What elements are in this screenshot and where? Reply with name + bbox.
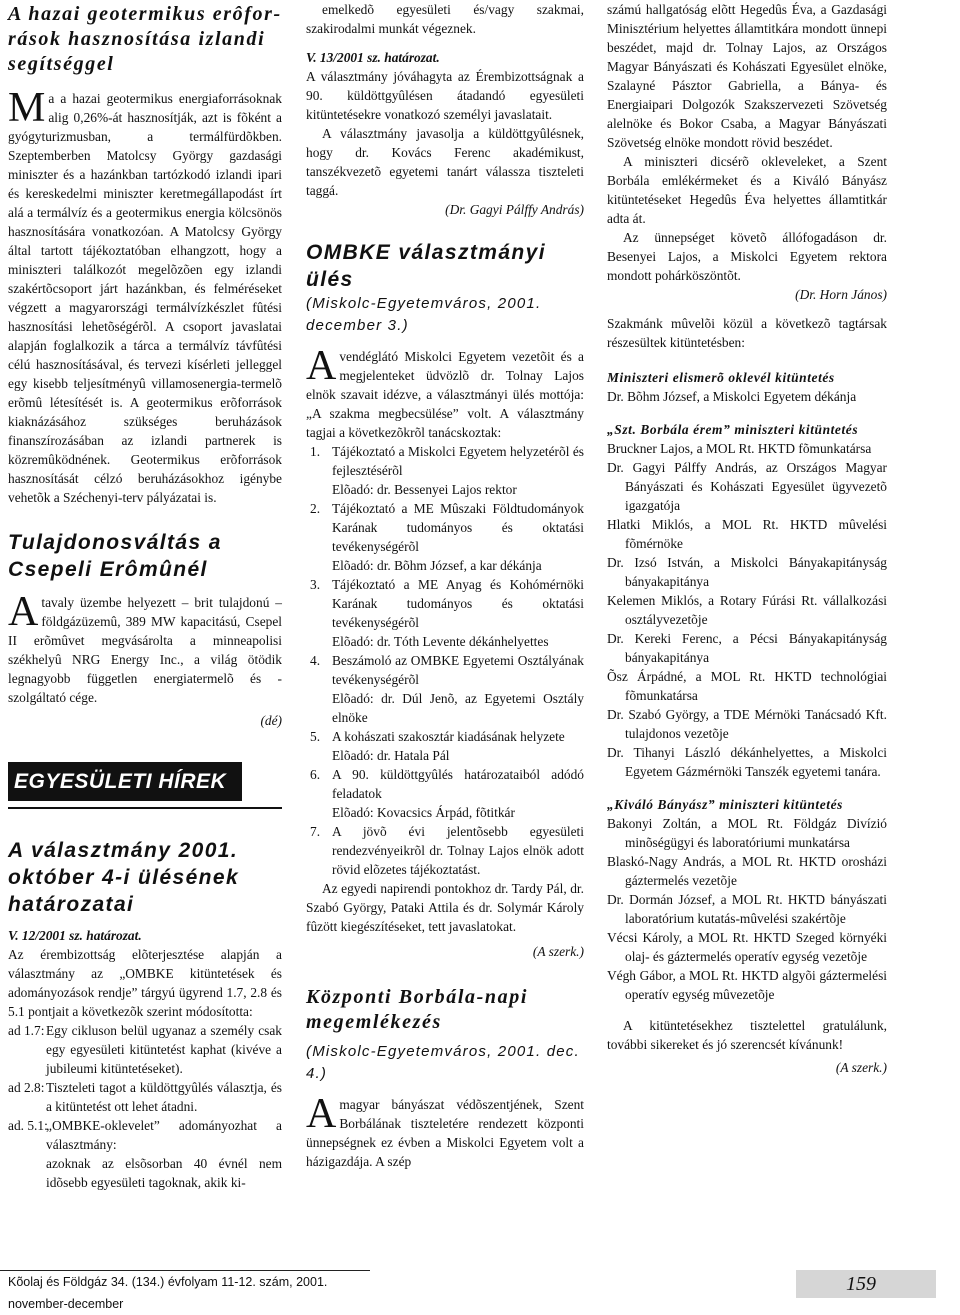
agenda-presenter: Elõadó: Kovacsics Árpád, fõtitkár (332, 805, 515, 820)
page-number: 159 (796, 1270, 936, 1298)
award-heading: Miniszteri elismerõ oklevél kitüntetés (607, 370, 835, 385)
agenda-item (306, 727, 584, 765)
signature: (dé) (260, 713, 282, 728)
agenda-number: 7. (310, 824, 321, 839)
agenda-title: A kohászati szakosztár kiadásának helyzete (332, 729, 565, 744)
signature: (Dr. Horn János) (795, 287, 887, 302)
dropcap: M (8, 85, 46, 131)
paragraph: tavaly üzembe helyezett – brit tulajdonú – földgázüzemû, 389 MW kapacitású, Csepel II erõmûvet megvásárolta a minneapolisi székhelyû NRG Energy Inc., a világ ötödik legnagyobb független energiatermelõ és -szolgáltató cége. (8, 595, 282, 705)
award-recipient: Dr. Gagyi Pálffy András, az Országos Magyar Bányászati és Kohászati Egyesület ügyvezetõ igazgatója (607, 460, 887, 513)
agenda-item (306, 499, 584, 575)
award-recipient: Dr. Kereki Ferenc, a Pécsi Bányakapitányság bányakapitánya (607, 631, 887, 665)
article-title-csepel: Tulajdonosváltás a Csepeli Erômûnél (8, 531, 222, 581)
award-list (607, 439, 887, 781)
column-3 (607, 0, 887, 1077)
agenda-presenter: Elõadó: dr. Dúl Jenõ, az Egyetemi Osztály elnöke (332, 691, 584, 725)
agenda-title: Tájékoztató a ME Anyag és Kohómérnöki Karának tudományos és oktatási tevékenységérõl (332, 577, 584, 630)
award-recipient: Kelemen Miklós, a Rotary Fúrási Rt. vállalkozási osztályvezetõje (607, 593, 887, 627)
dropcap: A (306, 1091, 337, 1137)
award-list (607, 814, 887, 1004)
article-title-ombke: OMBKE választmányi ülés (306, 241, 546, 291)
agenda-title: A 90. küldöttgyûlés határozataiból adódó feladatok (332, 767, 584, 801)
article-body-geotermikus (8, 85, 282, 507)
award-recipient: Végh Gábor, a MOL Rt. HKTD algyõi gáztermelési operatív egység mûvezetõje (607, 968, 887, 1002)
agenda-number: 2. (310, 501, 321, 516)
signature: (A szerk.) (835, 1060, 887, 1075)
agenda-title: Beszámoló az OMBKE Egyetemi Osztályának tevékenységérõl (332, 653, 584, 687)
award-heading: „Kiváló Bányász” miniszteri kitüntetés (607, 797, 843, 812)
award-recipient: Bakonyi Zoltán, a MOL Rt. Földgáz Divízió minõségügyi és laboratóriumi munkatársa (607, 816, 887, 850)
award-recipient: Hlatki Miklós, a MOL Rt. HKTD mûvelési fõmérnöke (607, 517, 887, 551)
paragraph: Az érembizottság elõterjesztése alapján a választmány az „OMBKE kitüntetések és adományozások rendje” tárgyú ügyrend 1.7, 2.8 és 5.1 pontjait a következõk szerint módosította: (8, 947, 282, 1019)
award-recipient: Dr. Izsó István, a Miskolci Bányakapitányság bányakapitánya (607, 555, 887, 589)
agenda-presenter: Elõadó: dr. Bessenyei Lajos rektor (332, 482, 517, 497)
agenda-item (306, 822, 584, 879)
amendment-text: Tiszteleti tagot a küldöttgyûlés választja, és a kitüntetést ott lehet átadni. (46, 1080, 282, 1114)
agenda-item (306, 575, 584, 651)
paragraph: A miniszteri dicsérõ okleveleket, a Szent Borbála emlékérmeket és a Kiváló Bányász kitüntetéseket Hegedûs Éva helyettes államtitkár adta át. (607, 154, 887, 226)
amendment-subtext: azoknak az elsõsorban 40 évnél nem idõsebb egyesületi tagoknak, akik ki- (46, 1156, 282, 1190)
paragraph: számú hallgatóság elõtt Hegedûs Éva, a Gazdasági Minisztérium helyettes államtitkára mondott ünnepi beszédet, majd dr. Tolnay Lajos, az Országos Magyar Bányászati és Kohászati Egyesület elnöke, Szalayné Pásztor Gabriella, a Bánya- és Energiaipari Dolgozók Szakszervezeti Szövetség alelnöke és Bokor Csaba, a Magyar Bányászati Szövetség elnöke mondott rövid beszédet. (607, 2, 887, 150)
article-title-geotermikus: A hazai geotermikus erôfor-rások hasznosítása izlandi segítséggel (8, 3, 282, 75)
agenda-number: 5. (310, 729, 321, 744)
agenda-number: 6. (310, 767, 321, 782)
amendment-label: ad. 5.1: (8, 1118, 48, 1133)
award-heading: „Szt. Borbála érem” miniszteri kitüntetés (607, 422, 859, 437)
award-recipient: Dr. Tihanyi László dékánhelyettes, a Miskolci Egyetem Gázmérnöki Tanszék egyetemi tanára. (607, 745, 887, 779)
article-intro (306, 343, 584, 442)
amendment-text: Egy cikluson belül ugyanaz a személy csak egy egyesületi kitüntetést kaphat (kivéve a jubileumi kitüntetéseket). (46, 1023, 282, 1076)
signature: (Dr. Gagyi Pálffy András) (445, 202, 584, 217)
article-body-borbala (306, 1091, 584, 1171)
award-recipient: Õsz Árpádné, a MOL Rt. HKTD technológiai fõmunkatársa (607, 669, 887, 703)
agenda-title: A jövõ évi jelentõsebb egyesületi rendezvényeikrõl dr. Tolnay Lajos elnök adott rövid elõzetes tájékoztatást. (332, 824, 584, 877)
dropcap: A (8, 589, 39, 635)
signature: (A szerk.) (532, 944, 584, 959)
award-recipient: Dr. Bõhm József, a Miskolci Egyetem dékánja (607, 389, 857, 404)
paragraph: magyar bányászat védõszentjének, Szent Borbálának tiszteletére rendezett központi ünnepségnek ez évben a Miskolci Egyetem volt a házigazdája. A szép (306, 1097, 584, 1169)
paragraph: A választmány jóváhagyta az Érembizottságnak a 90. küldöttgyûlésen átadandó egyesületi kitüntetésekre vonatkozó személyi javaslatait. (306, 69, 584, 122)
award-recipient: Blaskó-Nagy András, a MOL Rt. HKTD orosházi gáztermelés vezetõje (607, 854, 887, 888)
paragraph: Az egyedi napirendi pontokhoz dr. Tardy Pál, dr. Szabó György, Pataki Attila és dr. Solymár Károly fûzött kiegészítéseket, tett javaslatokat. (306, 881, 584, 934)
paragraph: Az ünnepséget követõ állófogadáson dr. Besenyei Lajos, a Miskolci Egyetem rektora mondott pohárköszöntõt. (607, 230, 887, 283)
section-banner: EGYESÜLETI HÍREK (8, 762, 242, 801)
article-subtitle: (Miskolc-Egyetemváros, 2001. december 3.) (306, 295, 542, 334)
award-recipient: Dr. Dormán József, a MOL Rt. HKTD bányászati laboratórium kutatás-mûvelési szakértõje (607, 892, 887, 926)
agenda-item (306, 651, 584, 727)
agenda-number: 3. (310, 577, 321, 592)
article-title-valasztmany: A választmány 2001. október 4-i ülésének határozatai (8, 839, 240, 916)
resolution-number: V. 13/2001 sz. határozat. (306, 50, 440, 65)
agenda-number: 4. (310, 653, 321, 668)
agenda-item (306, 765, 584, 822)
article-title-borbala: Központi Borbála-napi megemlékezés (306, 986, 528, 1033)
amendment-list (8, 1021, 282, 1192)
agenda-list (306, 442, 584, 879)
banner-rule (8, 807, 282, 809)
journal-footer: Kõolaj és Földgáz 34. (134.) évfolyam 11-12. szám, 2001. november-december (0, 1270, 370, 1294)
award-recipient: Dr. Szabó György, a TDE Mérnöki Tanácsadó Kft. tulajdonos vezetõje (607, 707, 887, 741)
award-recipient: Vécsi Károly, a MOL Rt. HKTD Szeged környéki olaj- és gáztermelés operatív egység vezetõje (607, 930, 887, 964)
award-list (607, 387, 887, 406)
column-1 (8, 0, 282, 1192)
column-2 (306, 0, 584, 1171)
paragraph: Szakmánk mûvelõi közül a következõ tagtársak részesültek kitüntetésben: (607, 316, 887, 350)
agenda-title: Tájékoztató a Miskolci Egyetem helyzetérõl és fejlesztésérõl (332, 444, 584, 478)
amendment-label: ad 1.7: (8, 1023, 45, 1038)
paragraph: vendéglátó Miskolci Egyetem vezetõit és a megjelenteket üdvözlõ dr. Tolnay Lajos elnök szavait idézve, a választmányi ülés mottója: „A szakma megbecsülése” volt. A választmány tagjai a következõkrõl tanácskoztak: (306, 349, 584, 440)
dropcap: A (306, 343, 337, 389)
agenda-presenter: Elõadó: dr. Hatala Pál (332, 748, 450, 763)
agenda-item (306, 442, 584, 499)
amendment-item (8, 1078, 282, 1116)
paragraph: A kitüntetésekhez tisztelettel gratulálunk, további sikereket és jó szerencsét kívánunk! (607, 1018, 887, 1052)
award-recipient: Bruckner Lajos, a MOL Rt. HKTD fõmunkatársa (607, 441, 872, 456)
paragraph: emelkedõ egyesületi és/vagy szakmai, szakirodalmi munkát végeznek. (306, 2, 584, 36)
amendment-label: ad 2.8: (8, 1080, 45, 1095)
amendment-text: „OMBKE-oklevelet” adományozhat a választmány: (46, 1118, 282, 1152)
agenda-presenter: Elõadó: dr. Tóth Levente dékánhelyettes (332, 634, 549, 649)
article-subtitle: (Miskolc-Egyetemváros, 2001. dec. 4.) (306, 1043, 580, 1082)
section-banner-wrap (8, 762, 282, 809)
agenda-title: Tájékoztató a ME Mûszaki Földtudományok Karának tudományos és oktatási tevékenységérõl (332, 501, 584, 554)
agenda-number: 1. (310, 444, 321, 459)
resolution-number: V. 12/2001 sz. határozat. (8, 928, 142, 943)
amendment-item (8, 1116, 282, 1154)
agenda-presenter: Elõadó: dr. Bõhm József, a kar dékánja (332, 558, 542, 573)
paragraph: a a hazai geotermikus energiaforrásoknak alig 0,26%-át hasznosítják, azt is fõként a gyógyturizmusban, a termálfürdõkben. Szeptemberben Matolcsy György gazdasági miniszter és a hazánkban tartózkodó izlandi ipari és kereskedelmi miniszter keretmegállapodást írt alá a termálvíz és a geotermikus energia kölcsönös hasznosítására vonatkozóan. A Matolcsy György által tartott tájékoztatóban elhangzott, hogy a miniszteri találkozót megelõzõen egy izlandi szakértõcsoport járt hazánkban, és felméréseket végzett a magyarországi termálvízkészlet fûtési hasznosítási lehetõségérõl. A csoport javaslatai alapján foglalkozik a tárca a termálvíz távfûtési célú hasznosításával, és tervezi kísérleti jelleggel egy kisebb teljesítményû villamosenergia-termelõ erõmû létesítését is. A geotermikus erõforrások kiaknázásához szükséges beruházások finanszírozásában az izlandi partnerek is közremûködnének. Geotermikus erõforrások hasznosítását célzó beruházásokhoz igénybe vehetõk a Széchenyi-terv pályázatai is. (8, 91, 282, 505)
article-body-csepel (8, 589, 282, 707)
paragraph: A választmány javasolja a küldöttgyûlésnek, hogy dr. Kovács Ferenc akadémikust, tanszékvezetõ egyetemi tanárt válassza tiszteleti taggá. (306, 126, 584, 198)
amendment-item (8, 1021, 282, 1078)
